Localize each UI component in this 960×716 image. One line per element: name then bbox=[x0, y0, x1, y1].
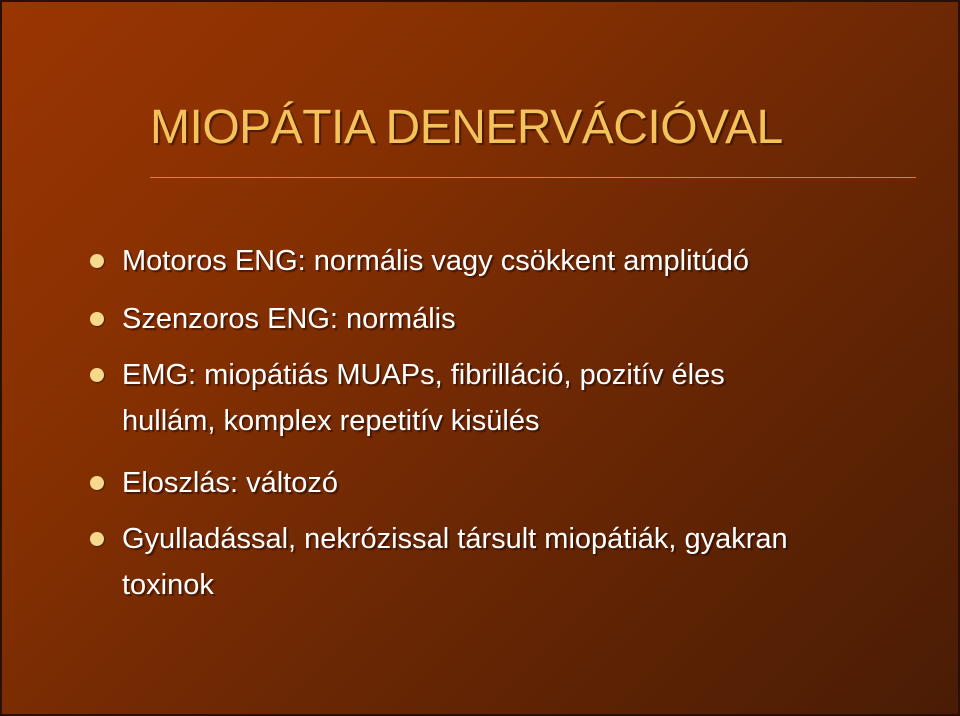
bullet-text: Motoros ENG: normális vagy csökkent amplitúdó bbox=[122, 245, 749, 277]
bullet-text: Eloszlás: változó bbox=[122, 467, 338, 499]
bullet-list bbox=[2, 2, 958, 714]
bullet-item-distribution bbox=[122, 460, 902, 506]
bullet-dot-icon bbox=[90, 254, 104, 268]
bullet-dot-icon bbox=[90, 532, 104, 546]
bullet-item-inflammatory bbox=[122, 516, 862, 608]
bullet-dot-icon bbox=[90, 476, 104, 490]
bullet-item-motor-eng bbox=[122, 238, 902, 284]
bullet-dot-icon bbox=[90, 312, 104, 326]
bullet-text: Gyulladással, nekrózissal társult miopátiák, gyakran toxinok bbox=[122, 523, 788, 601]
bullet-item-emg bbox=[122, 352, 782, 444]
bullet-text: EMG: miopátiás MUAPs, fibrilláció, pozitív éles hullám, komplex repetitív kisülés bbox=[122, 359, 725, 437]
bullet-dot-icon bbox=[90, 368, 104, 382]
bullet-item-sensory-eng bbox=[122, 296, 902, 342]
slide bbox=[2, 2, 958, 714]
bullet-text: Szenzoros ENG: normális bbox=[122, 303, 456, 335]
slide-title: MIOPÁTIA DENERVÁCIÓVAL bbox=[150, 101, 783, 154]
